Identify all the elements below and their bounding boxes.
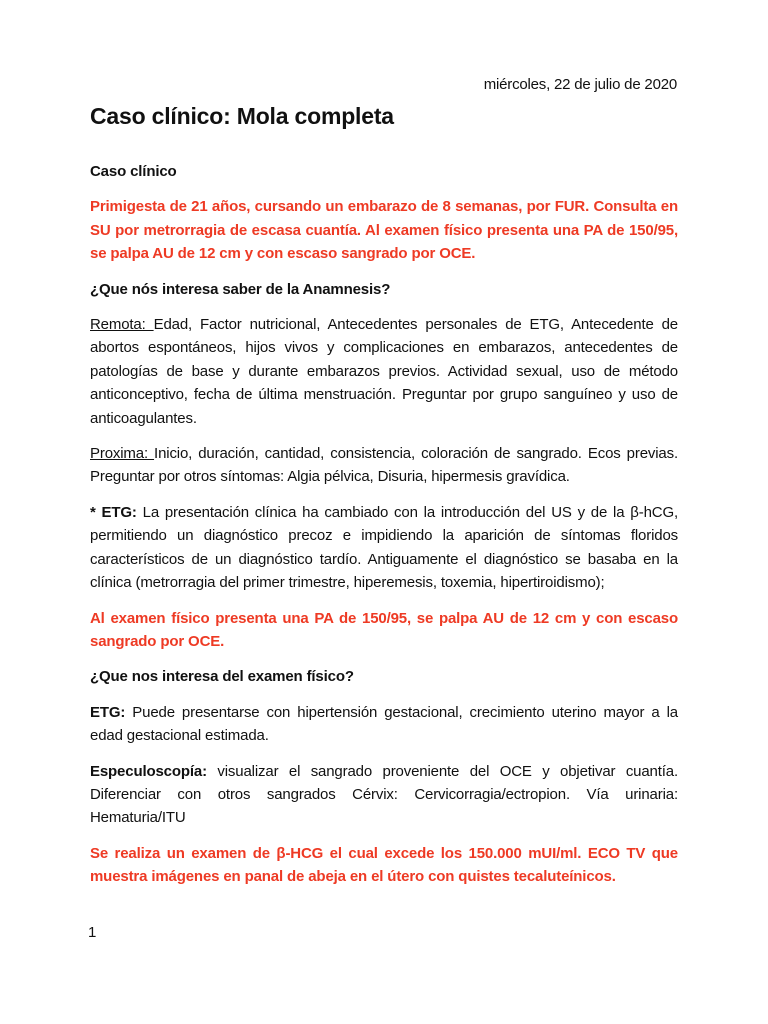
paragraph-proxima [90,442,678,489]
paragraph-etg-exam [90,701,678,748]
proxima-label: Proxima: [90,445,155,463]
remota-label: Remota: [90,316,154,334]
section-heading-anamnesis: ¿Que nós interesa saber de la Anamnesis? [90,280,391,298]
etg-exam-label: ETG: [90,703,126,721]
document-body [90,160,678,901]
page-number: 1 [88,924,97,941]
page-title: Caso clínico: Mola completa [90,103,394,129]
etg-exam-text: Puede presentarse con hipertensión gestacional, crecimiento uterino mayor a la edad gestacional estimada. [90,703,678,745]
physical-exam-findings: Al examen físico presenta una PA de 150/95, se palpa AU de 12 cm y con escaso sangrado por OCE. [90,609,678,650]
etg-label: * ETG: [90,503,137,521]
especuloscopia-label: Especuloscopía: [90,762,207,780]
remota-text: Edad, Factor nutricional, Antecedentes personales de ETG, Antecedente de abortos espontáneos, hijos vivos y complicaciones en embarazos, antecedentes de patologías de base y durante embarazos previos. Actividad sexual, uso de método anticonceptivo, fecha de última menstruación. Preguntar por grupo sanguíneo y uso de anticoagulantes. [90,316,678,427]
document-date: miércoles, 22 de julio de 2020 [483,76,677,93]
especuloscopia-text: visualizar el sangrado proveniente del OCE y objetivar cuantía. Diferenciar con otros sangrados Cérvix: Cervicorragia/ectropion. Vía urinaria: Hematuria/ITU [90,762,678,827]
paragraph-especuloscopia [90,760,678,830]
proxima-text: Inicio, duración, cantidad, consistencia, coloración de sangrado. Ecos previas. Preguntar por otros síntomas: Algia pélvica, Disuria, hipermesis gravídica. [90,445,678,486]
paragraph-remota [90,313,678,430]
section-heading-examen: ¿Que nos interesa del examen físico? [90,668,354,686]
etg-text: La presentación clínica ha cambiado con la introducción del US y de la β-hCG, permitiendo un diagnóstico precoz e impidiendo la aparición de síntomas floridos característicos de un diagnóstico tardío. Antiguamente el diagnóstico se basaba en la clínica (metrorragia del primer trimestre, hiperemesis, toxemia, hipertiroidismo); [90,503,678,592]
section-heading-caso: Caso clínico [90,163,177,180]
case-description: Primigesta de 21 años, cursando un embarazo de 8 semanas, por FUR. Consulta en SU por metrorragia de escasa cuantía. Al examen físico presenta una PA de 150/95, se palpa AU de 12 cm y con escaso sangrado por OCE. [90,198,678,263]
paragraph-etg [90,501,678,595]
hcg-findings: Se realiza un examen de β-HCG el cual excede los 150.000 mUI/ml. ECO TV que muestra imágenes en panal de abeja en el útero con quistes tecaluteínicos. [90,844,678,886]
